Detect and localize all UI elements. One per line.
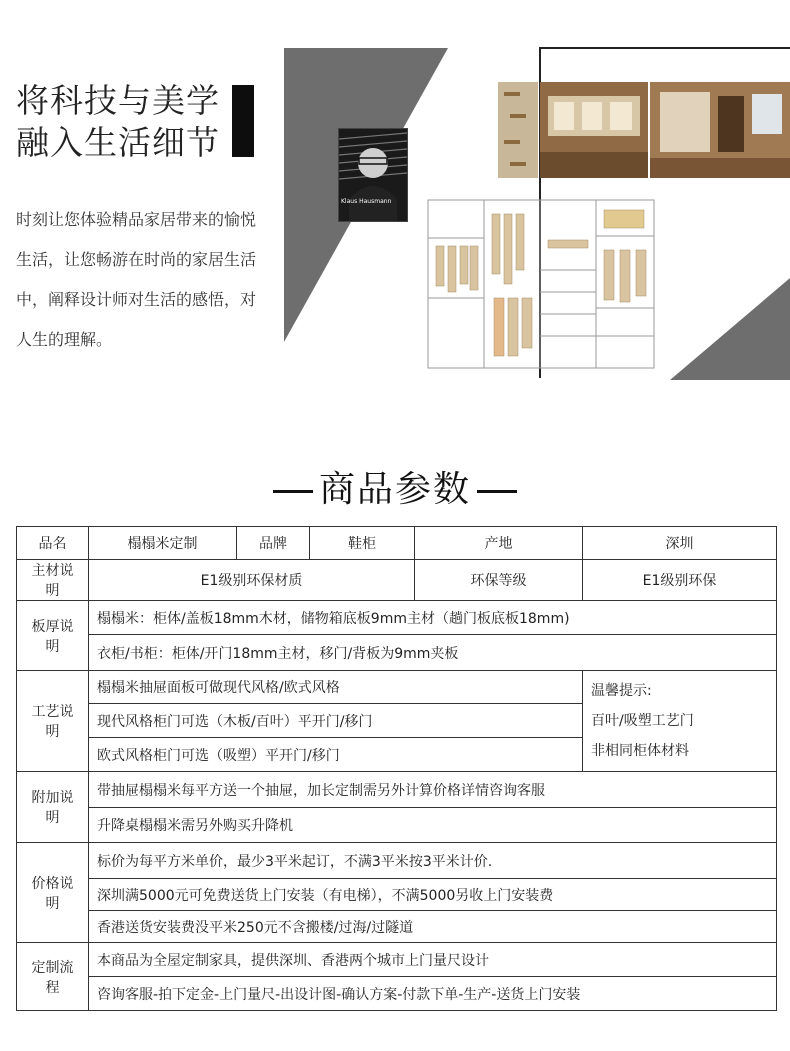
- brand-value: 鞋柜: [310, 527, 415, 560]
- designer-portrait: [338, 128, 408, 222]
- designer-signature: Klaus Hausmann: [341, 198, 392, 205]
- price-line-2: 深圳满5000元可免费送货上门安装（有电梯），不满5000另收上门安装费: [89, 879, 777, 911]
- product-parameters-table: [16, 526, 777, 1011]
- price-line-3: 香港送货安装费没平米250元不含搬楼/过海/过隧道: [89, 911, 777, 943]
- tip-line-1: 百叶/吸塑工艺门: [591, 713, 694, 729]
- thickness-line-1: 榻榻米：柜体/盖板18mm木材，储物箱底板9mm主材（趟门板底板18mm): [89, 601, 777, 635]
- room-photo-3: [650, 82, 790, 178]
- table-row: [17, 560, 777, 601]
- name-label: 品名: [17, 527, 89, 560]
- thickness-label: 板厚说明: [17, 601, 89, 671]
- brand-label: 品牌: [237, 527, 310, 560]
- table-row: [17, 943, 777, 977]
- price-line-1: 标价为每平方米单价，最少3平米起订，不满3平米按3平米计价.: [89, 843, 777, 879]
- extra-line-2: 升降桌榻榻米需另外购买升降机: [89, 808, 777, 843]
- extra-line-1: 带抽屉榻榻米每平方送一个抽屉，加长定制需另外计算价格详情咨询客服: [89, 772, 777, 808]
- table-row: [17, 527, 777, 560]
- table-row: [17, 601, 777, 635]
- room-photo-2: [540, 82, 648, 178]
- eco-value: E1级别环保: [583, 560, 777, 601]
- section-title: 商品参数: [318, 469, 471, 510]
- table-row: [17, 772, 777, 808]
- room-photo-1: [498, 82, 538, 178]
- tip-line-2: 非相同柜体材料: [591, 743, 689, 759]
- table-row: [17, 635, 777, 671]
- heading-dash-right: [477, 490, 517, 493]
- craft-line-1: 榻榻米抽屉面板可做现代风格/欧式风格: [89, 671, 583, 704]
- process-line-2: 咨询客服-拍下定金-上门量尺-出设计图-确认方案-付款下单-生产-送货上门安装: [89, 977, 777, 1011]
- name-value: 榻榻米定制: [89, 527, 237, 560]
- hero-intro: 时刻让您体验精品家居带来的愉悦生活，让您畅游在时尚的家居生活中，阐释设计师对生活的感悟，对人生的理解。: [16, 210, 257, 349]
- slogan-accent-bar: [232, 85, 254, 157]
- heading-dash-left: [273, 490, 313, 493]
- process-line-1: 本商品为全屋定制家具，提供深圳、香港两个城市上门量尺设计: [89, 943, 777, 977]
- table-row: [17, 977, 777, 1011]
- warm-tip: [583, 671, 777, 772]
- material-label: 主材说明: [17, 560, 89, 601]
- material-value: E1级别环保材质: [89, 560, 415, 601]
- craft-line-3: 欧式风格柜门可选（吸塑）平开门/移门: [89, 738, 583, 772]
- table-row: [17, 879, 777, 911]
- craft-label: 工艺说明: [17, 671, 89, 772]
- section-heading: [0, 468, 790, 512]
- origin-value: 深圳: [583, 527, 777, 560]
- price-label: 价格说明: [17, 843, 89, 943]
- craft-line-2: 现代风格柜门可选（木板/百叶）平开门/移门: [89, 704, 583, 738]
- hero-slogan: 将科技与美学 融入生活细节: [16, 81, 220, 162]
- origin-label: 产地: [415, 527, 583, 560]
- table-row: [17, 911, 777, 943]
- eco-label: 环保等级: [415, 560, 583, 601]
- table-row: [17, 843, 777, 879]
- thickness-line-2: 衣柜/书柜：柜体/开门18mm主材，移门/背板为9mm夹板: [89, 635, 777, 671]
- table-row: [17, 808, 777, 843]
- process-label: 定制流程: [17, 943, 89, 1011]
- tip-title: 温馨提示:: [591, 683, 652, 699]
- table-row: [17, 671, 777, 704]
- gray-triangle-right: [670, 278, 790, 380]
- extra-label: 附加说明: [17, 772, 89, 843]
